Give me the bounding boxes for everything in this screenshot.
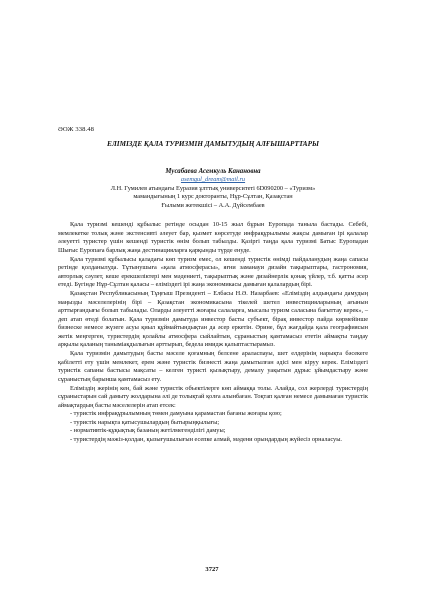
body-paragraph: Қала туризмін дамытудың басты мәселе қоғамның белсене араласпауы, шет елдерінің нарықта бәсекеге қабілетті ету үшін мемлекет, ерем және туристік бизнесті жаңа дамытылған әдісі мен кіруу керек. Еліміздегі туристік сапаны бастысы мақсаты – келген туристі қызықтыру, демалу уақытын дұрыс ұйымдастыру және сұраныстың барынша қамтамасыз ету. bbox=[58, 350, 368, 383]
article-body bbox=[58, 221, 368, 444]
body-paragraph: Қала туризмі құбылысы қаладағы көп туризм емес, ол кешенді туристік өнімді пайдаланудың жаңа сапасы ретінде қолданылуда. Тұтынушыға «қала атмосферасы», яғни заманауи дизайн тақырыптары, гастрономия, авторлық сәулет, кеше ерекшеліктері мен мәдениеті, тақырыптық және дизайнерлік қонақ үйлер, т.б. қатты әсер етеді. Бүгінде Нұр-Сұлтан қаласы – еліміздегі ірі жаңа экономикасы дамыған қалалардың бірі. bbox=[58, 255, 368, 289]
list-item: - туристердің мәжіз-қолдан, қызығушылығын есепке алмай, мәдени орындардың жүйесіз орналасуы. bbox=[70, 435, 342, 443]
article-title: ЕЛІМІЗДЕ ҚАЛА ТУРИЗМІН ДАМЫТУДЫҢ АЛҒЫШАРТТАРЫ bbox=[107, 140, 319, 148]
body-paragraph: Қазақстан Республикасының Тұңғыш Президенті – Елбасы Н.Ә. Назарбаев: «Еліміздің алдындағы дамудың маңызды мәселелерінің бірі – Қазақстан экономикасына тікелей шетел инвестицияларының ағынын арттырғандығы болып табылады. Оларды әлеуетті жоғары салаларға, мысалы туризм саласына бағыттау керек», – деп атап өтеді болатын. Қала туризмін дамытуда инвестор басты субъект, бірақ инвестор пайда көрмейінше бизнеске немесе жүзеге асуы қиыл құймайтындықтан да әсер еркетін. Әрине, бұл жағдайда қала географиясын жетік меңгерген, туристердің қолайлы атмосфера сыйлайтын, сұраныстың қамтамасыз ететін аймақты таңдау арқылы қаланың таныміақдылығын арттырып, бедела имидж қалыптастырамыз. bbox=[58, 290, 368, 349]
author-name: Мусабаева Асемкуль Канановна bbox=[165, 168, 261, 175]
author-block bbox=[58, 168, 368, 210]
problems-list bbox=[58, 410, 368, 444]
body-paragraph: Еліміздің жерінің кен, бай және туристік объектілерге көп аймаққа толы. Алайда, сол жерлерді туристердің сұраныстарын сай дамыту жолдарына әлі де толықтай қолға алынбаған. Тоқтап қалған немесе дамымаған туристік аймақтардың басты мәселелерін атап етсек: bbox=[58, 384, 368, 409]
body-paragraph: Қала туризмі кешенді құбылыс ретінде осыдан 10-15 жыл бұрын Еуропада танылa бастады. Себебі, мемлекетке толық және экстенсивті әлеует бар, қызмет көрсетуде инфрақұрылымы жақсы дамыған ірі қалалар әлеуетті туристер үшін кешенді туристік өнім болып табылды. Қазіргі таңда қала туризмі Батыс Еуропадан Шығыс Еуропаға барлық жаңа дестинацияларға қарқынды түрде енуде. bbox=[58, 221, 368, 254]
supervisor-line: Ғылыми жетекшісі – А.А. Дүйсембаев bbox=[161, 201, 265, 209]
page-number: 3727 bbox=[205, 566, 219, 573]
author-email-link[interactable]: asemgul_dream@mail.ru bbox=[180, 176, 246, 184]
udk-code: ӘОЖ 338.48 bbox=[58, 126, 95, 133]
list-item: - туристік инфрақұрылымның төмен дамуына қарамастан бағаны жоғары қою; bbox=[70, 410, 282, 418]
list-item: - нормативтік-құқықтық базаның жетілмегенділігі дамуы; bbox=[70, 427, 226, 435]
author-affiliation-line-2: мамандығының 1 курс докторанты, Нұр-Сұлтан, Қазақстан bbox=[133, 193, 293, 201]
list-item: - туристік нарықта қатысушылардың бытырыңқылығы; bbox=[70, 418, 220, 426]
author-affiliation-line-1: Л.Н. Гумилев атындағы Еуразия ұлттық университеті 6D090200 – «Туризм» bbox=[110, 184, 316, 192]
article-content bbox=[58, 126, 368, 444]
